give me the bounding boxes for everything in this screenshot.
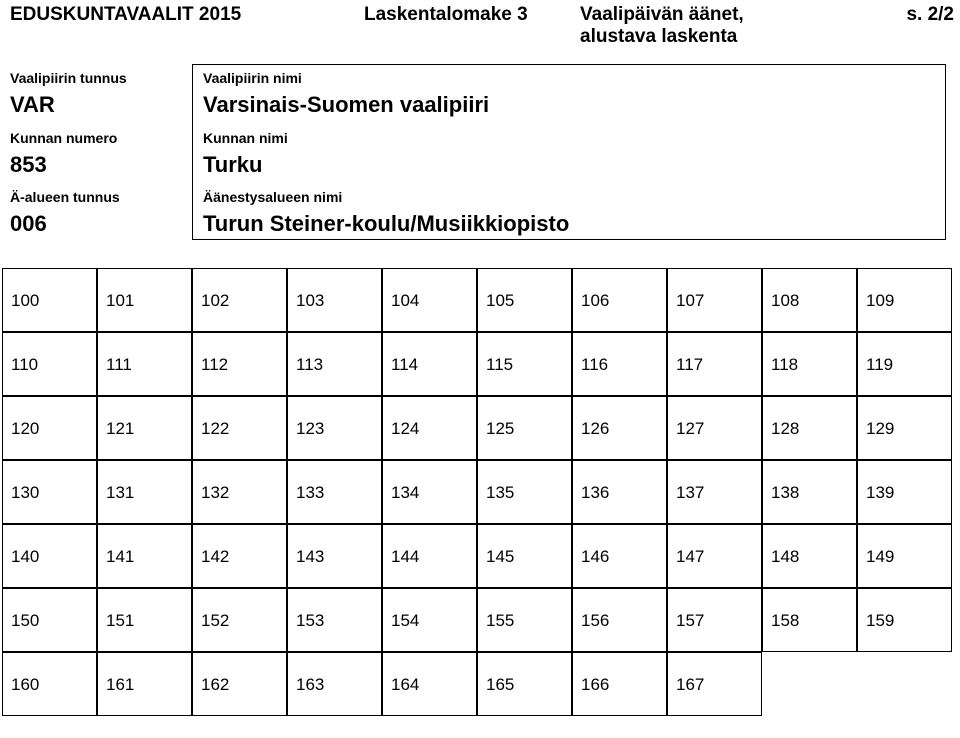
candidate-cell[interactable]: 108 bbox=[762, 268, 857, 332]
candidate-cell[interactable]: 132 bbox=[192, 460, 287, 524]
candidate-cell[interactable]: 151 bbox=[97, 588, 192, 652]
candidate-cell[interactable]: 140 bbox=[2, 524, 97, 588]
candidate-cell[interactable]: 124 bbox=[382, 396, 477, 460]
district-code-label: Vaalipiirin tunnus bbox=[10, 70, 127, 86]
candidate-cell[interactable]: 117 bbox=[667, 332, 762, 396]
candidate-cell[interactable]: 142 bbox=[192, 524, 287, 588]
municipality-name-label: Kunnan nimi bbox=[203, 130, 288, 146]
candidate-cell[interactable]: 152 bbox=[192, 588, 287, 652]
candidate-cell[interactable]: 167 bbox=[667, 652, 762, 716]
candidate-cell[interactable]: 162 bbox=[192, 652, 287, 716]
candidate-cell[interactable]: 131 bbox=[97, 460, 192, 524]
municipality-number: 853 bbox=[10, 152, 47, 177]
candidate-cell[interactable]: 125 bbox=[477, 396, 572, 460]
candidate-cell[interactable]: 133 bbox=[287, 460, 382, 524]
candidate-cell[interactable]: 146 bbox=[572, 524, 667, 588]
form-subtitle bbox=[580, 4, 744, 48]
candidate-cell[interactable]: 135 bbox=[477, 460, 572, 524]
municipality-name: Turku bbox=[203, 152, 263, 177]
candidate-cell[interactable]: 127 bbox=[667, 396, 762, 460]
candidate-cell[interactable]: 164 bbox=[382, 652, 477, 716]
candidate-cell[interactable]: 145 bbox=[477, 524, 572, 588]
candidate-cell[interactable]: 153 bbox=[287, 588, 382, 652]
candidate-cell[interactable]: 137 bbox=[667, 460, 762, 524]
form-title: Laskentalomake 3 bbox=[364, 4, 528, 25]
candidate-cell[interactable]: 158 bbox=[762, 588, 857, 652]
candidate-cell[interactable]: 148 bbox=[762, 524, 857, 588]
area-name: Turun Steiner-koulu/Musiikkiopisto bbox=[203, 211, 570, 236]
candidate-cell[interactable]: 134 bbox=[382, 460, 477, 524]
candidate-cell[interactable]: 139 bbox=[857, 460, 952, 524]
candidate-cell[interactable]: 149 bbox=[857, 524, 952, 588]
page-number: s. 2/2 bbox=[906, 4, 954, 25]
candidate-cell[interactable]: 147 bbox=[667, 524, 762, 588]
candidate-cell[interactable]: 122 bbox=[192, 396, 287, 460]
candidate-cell[interactable]: 111 bbox=[97, 332, 192, 396]
candidate-cell[interactable]: 157 bbox=[667, 588, 762, 652]
municipality-number-label: Kunnan numero bbox=[10, 130, 118, 146]
candidate-cell[interactable]: 107 bbox=[667, 268, 762, 332]
district-name-label: Vaalipiirin nimi bbox=[203, 70, 302, 86]
candidate-cell[interactable]: 160 bbox=[2, 652, 97, 716]
candidate-cell[interactable]: 150 bbox=[2, 588, 97, 652]
candidate-cell[interactable]: 123 bbox=[287, 396, 382, 460]
candidate-cell[interactable]: 130 bbox=[2, 460, 97, 524]
candidate-cell[interactable]: 115 bbox=[477, 332, 572, 396]
candidate-cell[interactable]: 120 bbox=[2, 396, 97, 460]
candidate-cell[interactable]: 136 bbox=[572, 460, 667, 524]
candidate-cell[interactable]: 159 bbox=[857, 588, 952, 652]
candidate-cell[interactable]: 163 bbox=[287, 652, 382, 716]
names-box bbox=[192, 64, 946, 240]
candidate-cell[interactable]: 156 bbox=[572, 588, 667, 652]
candidate-cell[interactable]: 143 bbox=[287, 524, 382, 588]
candidate-cell[interactable]: 104 bbox=[382, 268, 477, 332]
area-code: 006 bbox=[10, 211, 47, 236]
subtitle-line-1: Vaalipäivän äänet, bbox=[580, 4, 744, 25]
candidate-cell[interactable]: 144 bbox=[382, 524, 477, 588]
candidate-cell[interactable]: 119 bbox=[857, 332, 952, 396]
candidate-cell[interactable]: 166 bbox=[572, 652, 667, 716]
candidate-cell[interactable]: 128 bbox=[762, 396, 857, 460]
candidate-cell[interactable]: 141 bbox=[97, 524, 192, 588]
candidate-cell[interactable]: 100 bbox=[2, 268, 97, 332]
candidate-cell[interactable]: 116 bbox=[572, 332, 667, 396]
candidate-cell[interactable]: 110 bbox=[2, 332, 97, 396]
candidate-cell[interactable]: 129 bbox=[857, 396, 952, 460]
candidate-cell[interactable]: 118 bbox=[762, 332, 857, 396]
candidate-cell[interactable]: 109 bbox=[857, 268, 952, 332]
candidate-cell[interactable]: 101 bbox=[97, 268, 192, 332]
candidate-cell[interactable]: 105 bbox=[477, 268, 572, 332]
candidate-cell[interactable]: 155 bbox=[477, 588, 572, 652]
candidate-cell[interactable]: 113 bbox=[287, 332, 382, 396]
candidate-cell[interactable]: 161 bbox=[97, 652, 192, 716]
area-name-label: Äänestysalueen nimi bbox=[203, 189, 343, 205]
candidate-cell[interactable]: 138 bbox=[762, 460, 857, 524]
district-name: Varsinais-Suomen vaalipiiri bbox=[203, 92, 490, 117]
candidate-cell[interactable]: 112 bbox=[192, 332, 287, 396]
area-code-label: Ä-alueen tunnus bbox=[10, 189, 120, 205]
candidate-cell[interactable]: 126 bbox=[572, 396, 667, 460]
candidate-cell[interactable]: 114 bbox=[382, 332, 477, 396]
subtitle-line-2: alustava laskenta bbox=[580, 26, 738, 47]
candidate-cell[interactable]: 165 bbox=[477, 652, 572, 716]
candidate-cell[interactable]: 102 bbox=[192, 268, 287, 332]
district-code: VAR bbox=[10, 92, 55, 117]
candidate-cell[interactable]: 103 bbox=[287, 268, 382, 332]
page-header bbox=[0, 0, 960, 50]
election-title: EDUSKUNTAVAALIT 2015 bbox=[10, 4, 242, 25]
candidate-cell[interactable]: 121 bbox=[97, 396, 192, 460]
candidate-cell[interactable]: 106 bbox=[572, 268, 667, 332]
candidate-number-grid bbox=[2, 268, 952, 716]
candidate-cell[interactable]: 154 bbox=[382, 588, 477, 652]
